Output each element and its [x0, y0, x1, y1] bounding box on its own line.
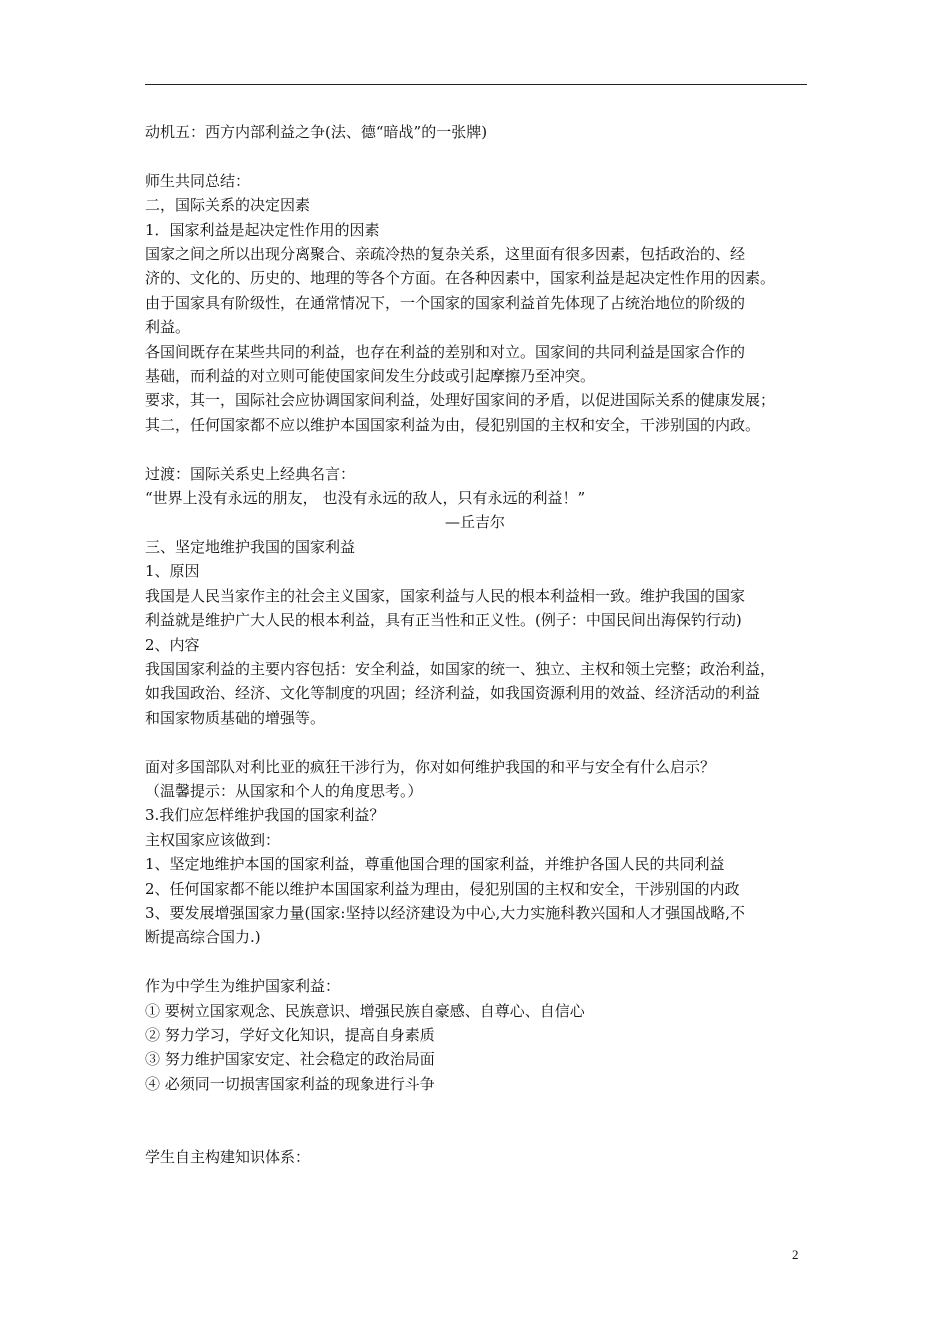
- page-number: 2: [792, 1247, 799, 1262]
- text-line: 国家之间之所以出现分离聚合、亲疏冷热的复杂关系，这里面有很多因素，包括政治的、经: [145, 245, 746, 264]
- list-item: 1、坚定地维护本国的国家利益，尊重他国合理的国家利益，并维护各国人民的共同利益: [145, 855, 725, 874]
- text-line: 师生共同总结：: [145, 171, 251, 190]
- text-line: 动机五：西方内部利益之争(法、德“暗战”的一张牌): [145, 123, 488, 141]
- text-line: 我国国家利益的主要内容包括：安全利益，如国家的统一、独立、主权和领土完整；政治利益，: [145, 659, 776, 678]
- text-line: 利益就是维护广大人民的根本利益，具有正当性和正义性。(例子：中国民间出海保钓行动): [145, 611, 742, 630]
- text-line: 作为中学生为维护国家利益：: [145, 977, 341, 996]
- list-item: ③ 努力维护国家安定、社会稳定的政治局面: [145, 1050, 435, 1069]
- text-line: 其二，任何国家都不应以维护本国国家利益为由，侵犯别国的主权和安全，干涉别国的内政。: [145, 415, 761, 434]
- blank-line: [145, 144, 815, 168]
- list-item: 2、任何国家都不能以维护本国国家利益为理由，侵犯别国的主权和安全，干涉别国的内政: [145, 879, 740, 898]
- blank-line: [145, 950, 815, 974]
- text-line: 学生自主构建知识体系：: [145, 1147, 311, 1166]
- list-item: ④ 必须同一切损害国家利益的现象进行斗争: [145, 1074, 435, 1093]
- text-line: 过渡：国际关系史上经典名言：: [145, 464, 356, 483]
- section-heading: 二，国际关系的决定因素: [145, 196, 311, 215]
- document-body: [145, 120, 815, 1169]
- blank-line: [145, 437, 815, 461]
- blank-line: [145, 730, 815, 754]
- text-line: 和国家物质基础的增强等。: [145, 708, 326, 727]
- text-line: 利益。: [145, 318, 191, 337]
- subsection-heading: 3.我们应怎样维护我国的国家利益？: [145, 806, 385, 825]
- quote-line: “世界上没有永远的朋友， 也没有永远的敌人，只有永远的利益！”: [145, 489, 586, 508]
- text-line: 各国间既存在某些共同的利益，也存在利益的差别和对立。国家间的共同利益是国家合作的: [145, 342, 746, 361]
- subsection-heading: 2、内容: [145, 635, 200, 654]
- subsection-heading: 1、原因: [145, 562, 200, 581]
- list-item: ② 努力学习，学好文化知识，提高自身素质: [145, 1025, 435, 1044]
- text-line: 我国是人民当家作主的社会主义国家，国家利益与人民的根本利益相一致。维护我国的国家: [145, 586, 746, 605]
- hint-line: （温馨提示：从国家和个人的角度思考。）: [145, 781, 423, 800]
- text-line: 主权国家应该做到：: [145, 830, 281, 849]
- list-item: 3、要发展增强国家力量(国家:坚持以经济建设为中心,大力实施科教兴国和人才强国战略,不: [145, 903, 745, 922]
- header-rule: [145, 84, 807, 85]
- text-line: 济的、文化的、历史的、地理的等各个方面。在各种因素中，国家利益是起决定性作用的因素。: [145, 269, 776, 288]
- text-line: 如我国政治、经济、文化等制度的巩固；经济利益，如我国资源利用的效益、经济活动的利益: [145, 684, 761, 703]
- text-line: 基础，而利益的对立则可能使国家间发生分歧或引起摩擦乃至冲突。: [145, 367, 596, 386]
- blank-line: [145, 1096, 815, 1120]
- list-item: ① 要树立国家观念、民族意识、增强民族自豪感、自尊心、自信心: [145, 1001, 585, 1020]
- question-line: 面对多国部队对利比亚的疯狂干涉行为，你对如何维护我国的和平与安全有什么启示？: [145, 757, 716, 776]
- section-heading: 三、坚定地维护我国的国家利益: [145, 537, 356, 556]
- text-line: 断提高综合国力.): [145, 928, 261, 947]
- text-line: 要求，其一，国际社会应协调国家间利益，处理好国家间的矛盾，以促进国际关系的健康发展；: [145, 391, 776, 410]
- text-line: 由于国家具有阶级性，在通常情况下，一个国家的国家利益首先体现了占统治地位的阶级的: [145, 293, 746, 312]
- subsection-heading: 1．国家利益是起决定性作用的因素: [145, 220, 380, 239]
- blank-line: [145, 1121, 815, 1145]
- quote-attribution: —丘吉尔: [445, 513, 506, 532]
